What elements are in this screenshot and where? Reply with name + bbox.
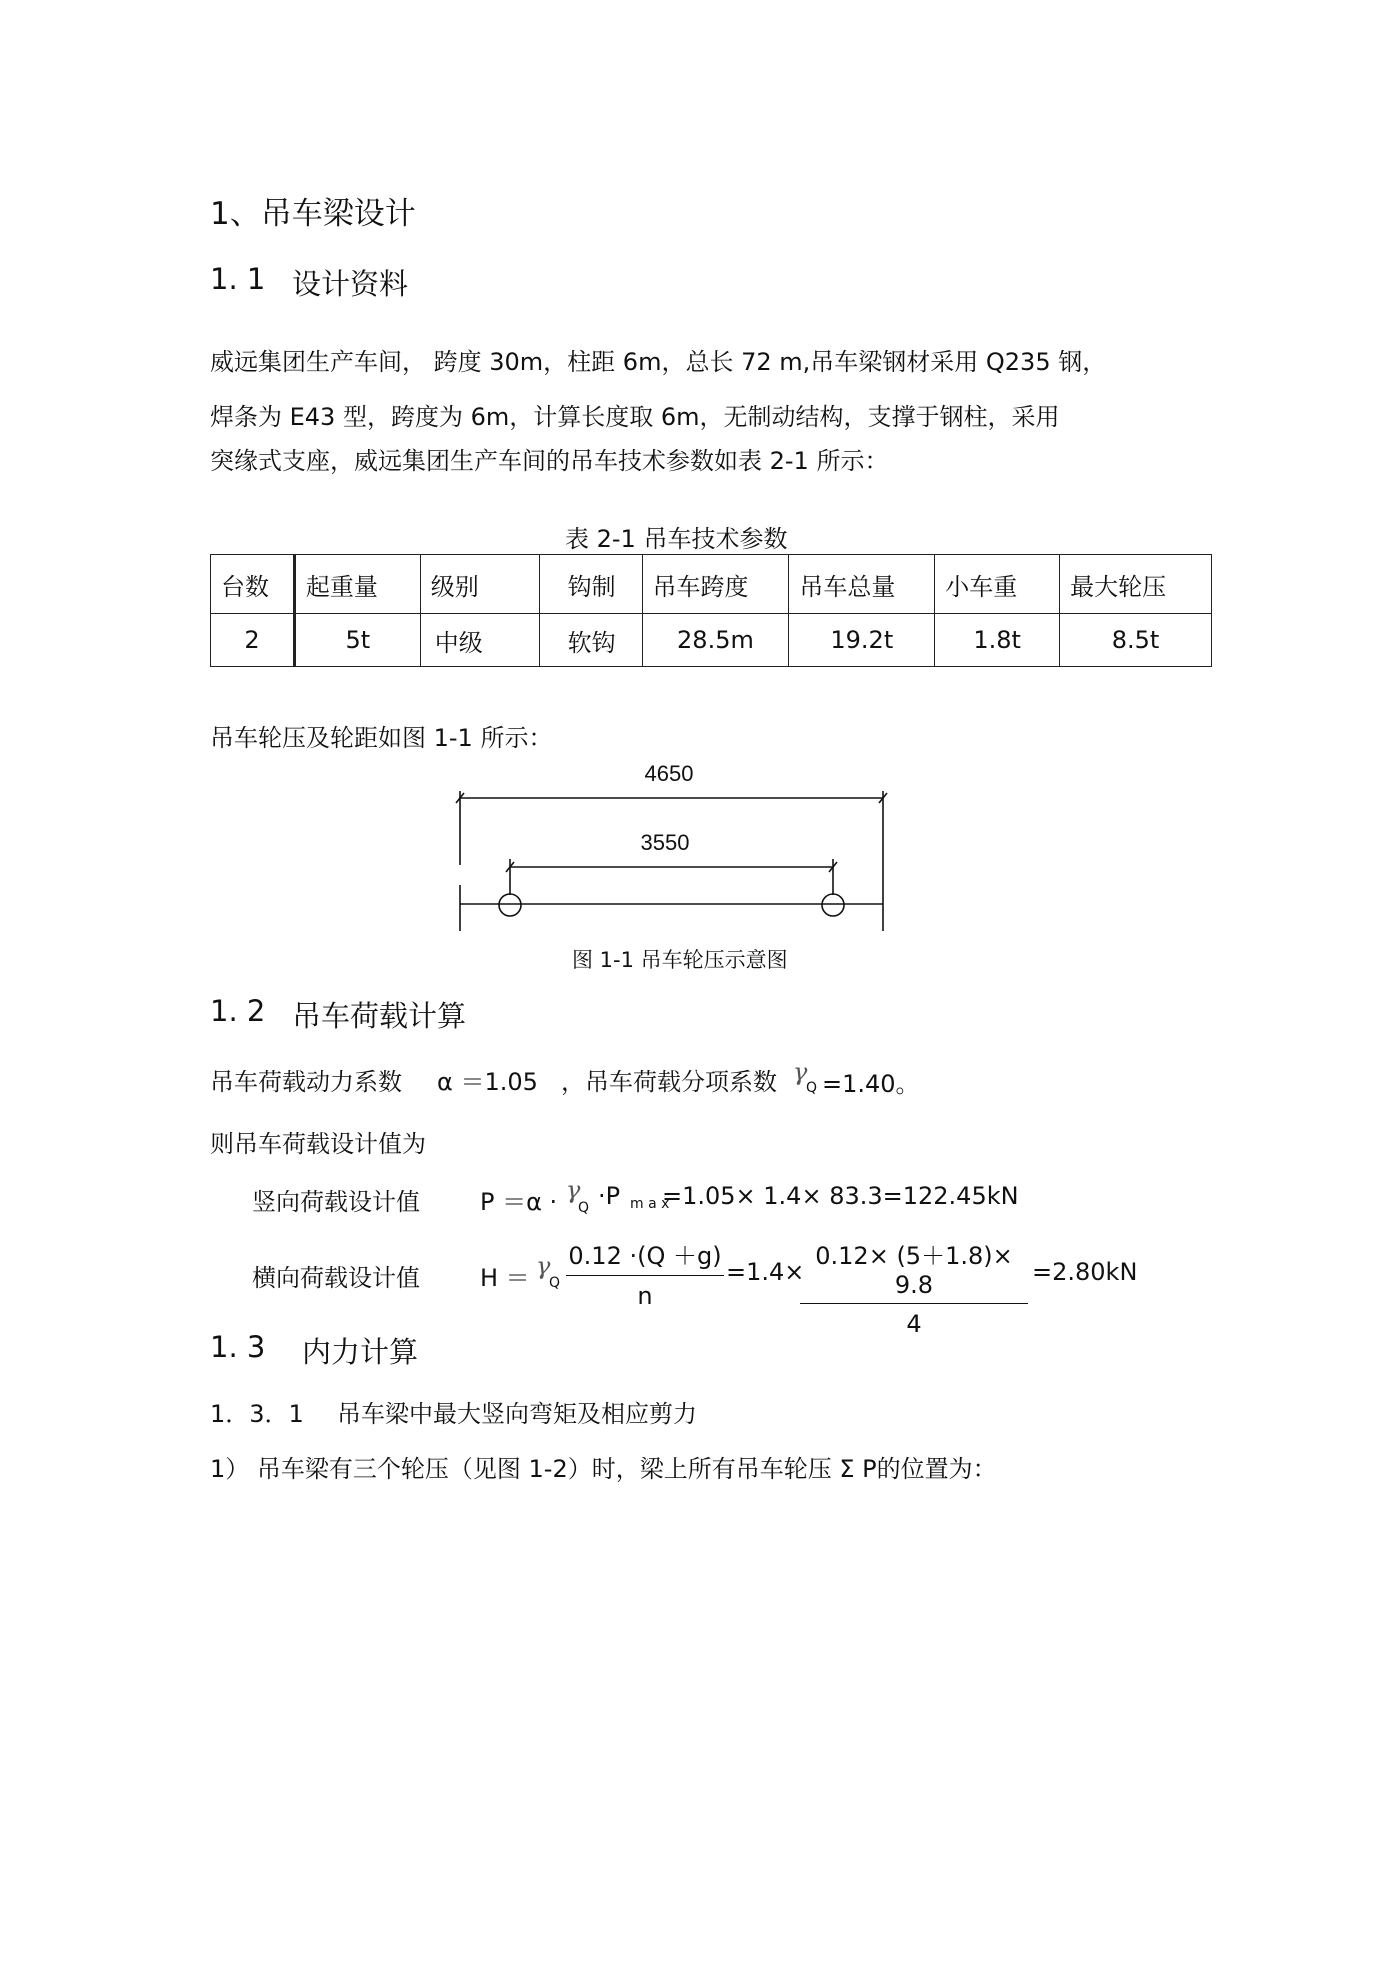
figure-intro: 吊车轮压及轮距如图 1-1 所示： (210, 724, 553, 752)
table-header-cell: 小车重 (935, 555, 1060, 614)
figure-caption: 图 1-1 吊车轮压示意图 (572, 948, 788, 972)
horizontal-gamma-subscript: Q (549, 1275, 561, 1291)
table-header-cell: 起重量 (294, 555, 420, 614)
vertical-formula-lhs: P ＝α · (480, 1188, 558, 1216)
vertical-gamma-symbol: γ (566, 1176, 581, 1204)
design-value-intro: 则吊车荷载设计值为 (210, 1130, 426, 1158)
gamma-subscript: Q (806, 1080, 818, 1096)
item-1-text: 1） 吊车梁有三个轮压（见图 1-2）时，梁上所有吊车轮压 Σ P的位置为： (210, 1455, 997, 1483)
horizontal-formula-rhs: =2.80kN (1032, 1258, 1138, 1286)
wheel-right-icon (822, 894, 844, 916)
wheel-left-icon (499, 894, 521, 916)
section-1-2-title: 吊车荷载计算 (292, 999, 467, 1033)
paragraph-line-2: 焊条为 E43 型，跨度为 6m，计算长度取 6m，无制动结构，支撑于钢柱，采用 (210, 403, 1060, 431)
horizontal-load-label: 横向荷载设计值 (252, 1264, 420, 1292)
section-1-1-title: 设计资料 (292, 267, 409, 301)
vertical-formula-rhs: =1.05× 1.4× 83.3=122.45kN (662, 1182, 1019, 1210)
document-heading: 1、吊车梁设计 (210, 196, 416, 232)
table-value-cell: 中级 (420, 614, 539, 667)
table-header-cell: 台数 (211, 555, 295, 614)
fraction-2-denominator: 4 (906, 1310, 922, 1338)
fraction-1-numerator: 0.12 ·(Q ＋g) (568, 1242, 722, 1270)
table-value-cell: 28.5m (642, 614, 789, 667)
dynamic-coefficient-text: 吊车荷载动力系数 (210, 1068, 402, 1096)
partial-coefficient-text: ，吊车荷载分项系数 (561, 1068, 777, 1096)
vertical-load-label: 竖向荷载设计值 (252, 1188, 420, 1216)
vertical-gamma-subscript: Q (578, 1200, 590, 1216)
horizontal-formula-mid: =1.4× (726, 1258, 805, 1286)
fraction-1-denominator: n (637, 1282, 653, 1310)
vertical-formula-mid: ·P (598, 1182, 621, 1210)
horizontal-fraction-2 (800, 1236, 1028, 1338)
table-header-cell: 最大轮压 (1060, 555, 1212, 614)
table-header-cell: 吊车跨度 (642, 555, 789, 614)
fraction-1-bar (566, 1275, 724, 1276)
crane-parameter-table (210, 554, 1212, 667)
table-value-cell: 19.2t (789, 614, 935, 667)
fraction-2-bar (800, 1303, 1028, 1304)
pmax-subscript: m a x (630, 1196, 670, 1212)
fraction-2-numerator: 0.12× (5＋1.8)× 9.8 (815, 1242, 1013, 1299)
table-value-cell: 5t (294, 614, 420, 667)
subsection-1-3-1-number: 1．3．1 (210, 1400, 304, 1428)
table-value-cell: 1.8t (935, 614, 1060, 667)
paragraph-line-1: 威远集团生产车间， 跨度 30m，柱距 6m，总长 72 m,吊车梁钢材采用 Q235 钢， (210, 348, 1107, 376)
gamma-symbol: γ (793, 1058, 808, 1086)
section-1-1-number: 1. 1 (210, 262, 266, 296)
section-1-3-number: 1. 3 (210, 1330, 266, 1364)
inner-dimension-label: 3550 (640, 830, 690, 855)
section-1-2-number: 1. 2 (210, 994, 266, 1028)
table-header-cell: 钩制 (539, 555, 642, 614)
paragraph-line-3: 突缘式支座，威远集团生产车间的吊车技术参数如表 2-1 所示： (210, 447, 889, 475)
horizontal-formula-lhs: H ＝ (480, 1264, 530, 1292)
table-value-cell: 软钩 (539, 614, 642, 667)
section-1-3-title: 内力计算 (302, 1335, 419, 1369)
subsection-1-3-1-title: 吊车梁中最大竖向弯矩及相应剪力 (337, 1400, 697, 1428)
wheel-load-diagram (455, 755, 895, 935)
gamma-value: =1.40。 (822, 1070, 920, 1098)
table-value-cell: 8.5t (1060, 614, 1212, 667)
horizontal-gamma-symbol: γ (536, 1252, 551, 1280)
table-header-cell: 级别 (420, 555, 539, 614)
table-header-cell: 吊车总量 (789, 555, 935, 614)
table-caption: 表 2-1 吊车技术参数 (565, 525, 788, 553)
alpha-value: α ＝1.05 (437, 1068, 538, 1096)
table-value-cell: 2 (211, 614, 295, 667)
outer-dimension-label: 4650 (644, 761, 694, 786)
horizontal-fraction-1 (566, 1236, 724, 1310)
